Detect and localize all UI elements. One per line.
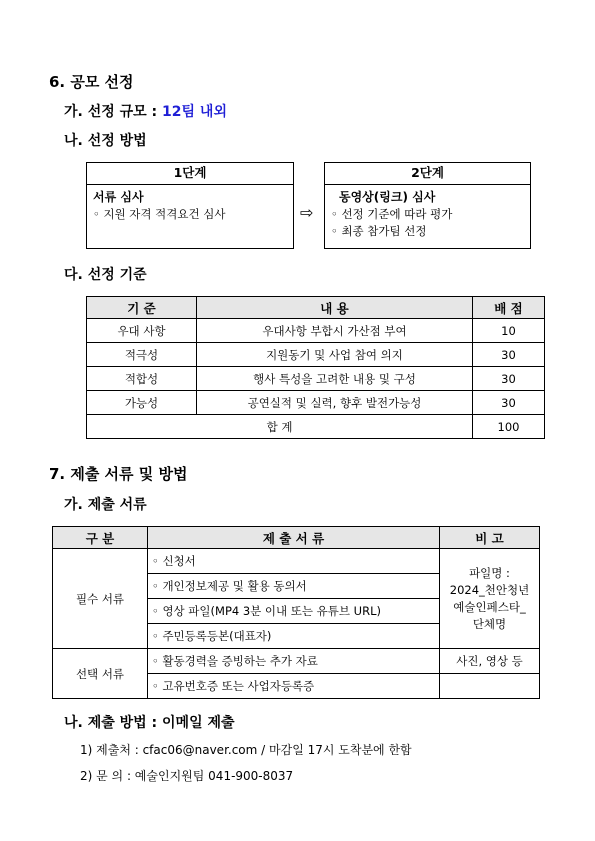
criteria-total-label: 합 계 bbox=[87, 415, 473, 439]
documents-header-row bbox=[53, 527, 540, 549]
required-documents-note bbox=[440, 549, 540, 649]
criterion-content: 공연실적 및 실력, 향후 발전가능성 bbox=[197, 391, 473, 415]
documents-header-documents: 제 출 서 류 bbox=[148, 527, 440, 549]
optional-document-item: ◦ 고유번호증 또는 사업자등록증 bbox=[148, 674, 440, 699]
documents-header-note: 비 고 bbox=[440, 527, 540, 549]
stage-2-box bbox=[324, 162, 531, 249]
criteria-title: 다. 선정 기준 bbox=[64, 267, 147, 283]
submission-line: 2) 문 의 : 예술인지원팀 041-900-8037 bbox=[80, 769, 294, 783]
selection-scale-value: 12팀 내외 bbox=[162, 104, 227, 120]
criteria-total-row bbox=[87, 415, 545, 439]
stage-1-box bbox=[86, 162, 294, 249]
stage-1-header: 1단계 bbox=[87, 163, 293, 185]
criteria-total-value: 100 bbox=[473, 415, 545, 439]
criterion-name: 적극성 bbox=[87, 343, 197, 367]
section-6-title: 6. 공모 선정 bbox=[49, 73, 134, 91]
criteria-header-score: 배 점 bbox=[473, 297, 545, 319]
selection-scale bbox=[64, 101, 227, 121]
criterion-name: 적합성 bbox=[87, 367, 197, 391]
empty-cell bbox=[440, 674, 540, 699]
optional-documents-note: 사진, 영상 등 bbox=[440, 649, 540, 674]
optional-document-item: ◦ 활동경력을 증빙하는 추가 자료 bbox=[148, 649, 440, 674]
table-row bbox=[87, 319, 545, 343]
selection-method-title: 나. 선정 방법 bbox=[64, 133, 147, 149]
table-row bbox=[53, 549, 540, 574]
documents-table bbox=[52, 526, 540, 699]
criterion-score: 30 bbox=[473, 343, 545, 367]
stage-2-title: 동영상(링크) 심사 bbox=[339, 190, 436, 204]
stage-2-item: ◦ 최종 참가팀 선정 bbox=[331, 224, 427, 238]
submission-method-title: 나. 제출 방법 : 이메일 제출 bbox=[64, 715, 235, 731]
required-document-item: ◦ 영상 파일(MP4 3분 이내 또는 유튜브 URL) bbox=[148, 599, 440, 624]
criterion-content: 우대사항 부합시 가산점 부여 bbox=[197, 319, 473, 343]
criterion-content: 지원동기 및 사업 참여 의지 bbox=[197, 343, 473, 367]
criteria-header-content: 내 용 bbox=[197, 297, 473, 319]
table-row bbox=[87, 367, 545, 391]
table-row bbox=[87, 343, 545, 367]
note-line: 예술인페스타_ bbox=[453, 599, 526, 614]
stage-2-header: 2단계 bbox=[325, 163, 530, 185]
criteria-header-row bbox=[87, 297, 545, 319]
criteria-table bbox=[86, 296, 545, 439]
criterion-score: 10 bbox=[473, 319, 545, 343]
required-documents-label: 필수 서류 bbox=[53, 549, 148, 649]
stage-1-title: 서류 심사 bbox=[93, 190, 144, 204]
note-line: 단체명 bbox=[472, 616, 507, 631]
note-line: 2024_천안청년 bbox=[449, 582, 530, 597]
section-7-title: 7. 제출 서류 및 방법 bbox=[49, 465, 188, 483]
criterion-content: 행사 특성을 고려한 내용 및 구성 bbox=[197, 367, 473, 391]
criterion-score: 30 bbox=[473, 367, 545, 391]
stage-1-item: ◦ 지원 자격 적격요건 심사 bbox=[93, 207, 226, 221]
selection-scale-label: 가. 선정 규모 : bbox=[64, 104, 163, 120]
required-document-item: ◦ 개인정보제공 및 활용 동의서 bbox=[148, 574, 440, 599]
criterion-score: 30 bbox=[473, 391, 545, 415]
criterion-name: 가능성 bbox=[87, 391, 197, 415]
table-row bbox=[87, 391, 545, 415]
required-document-item: ◦ 신청서 bbox=[148, 549, 440, 574]
criteria-header-criterion: 기 준 bbox=[87, 297, 197, 319]
table-row bbox=[53, 649, 540, 674]
required-document-item: ◦ 주민등록등본(대표자) bbox=[148, 624, 440, 649]
documents-header-category: 구 분 bbox=[53, 527, 148, 549]
optional-documents-label: 선택 서류 bbox=[53, 649, 148, 699]
submission-line: 1) 제출처 : cfac06@naver.com / 마감일 17시 도착분에 한함 bbox=[80, 743, 412, 757]
note-line: 파일명 : bbox=[469, 565, 510, 580]
arrow-right-icon: ⇨ bbox=[300, 203, 314, 222]
criterion-name: 우대 사항 bbox=[87, 319, 197, 343]
documents-title: 가. 제출 서류 bbox=[64, 497, 147, 513]
stage-2-item: ◦ 선정 기준에 따라 평가 bbox=[331, 207, 453, 221]
